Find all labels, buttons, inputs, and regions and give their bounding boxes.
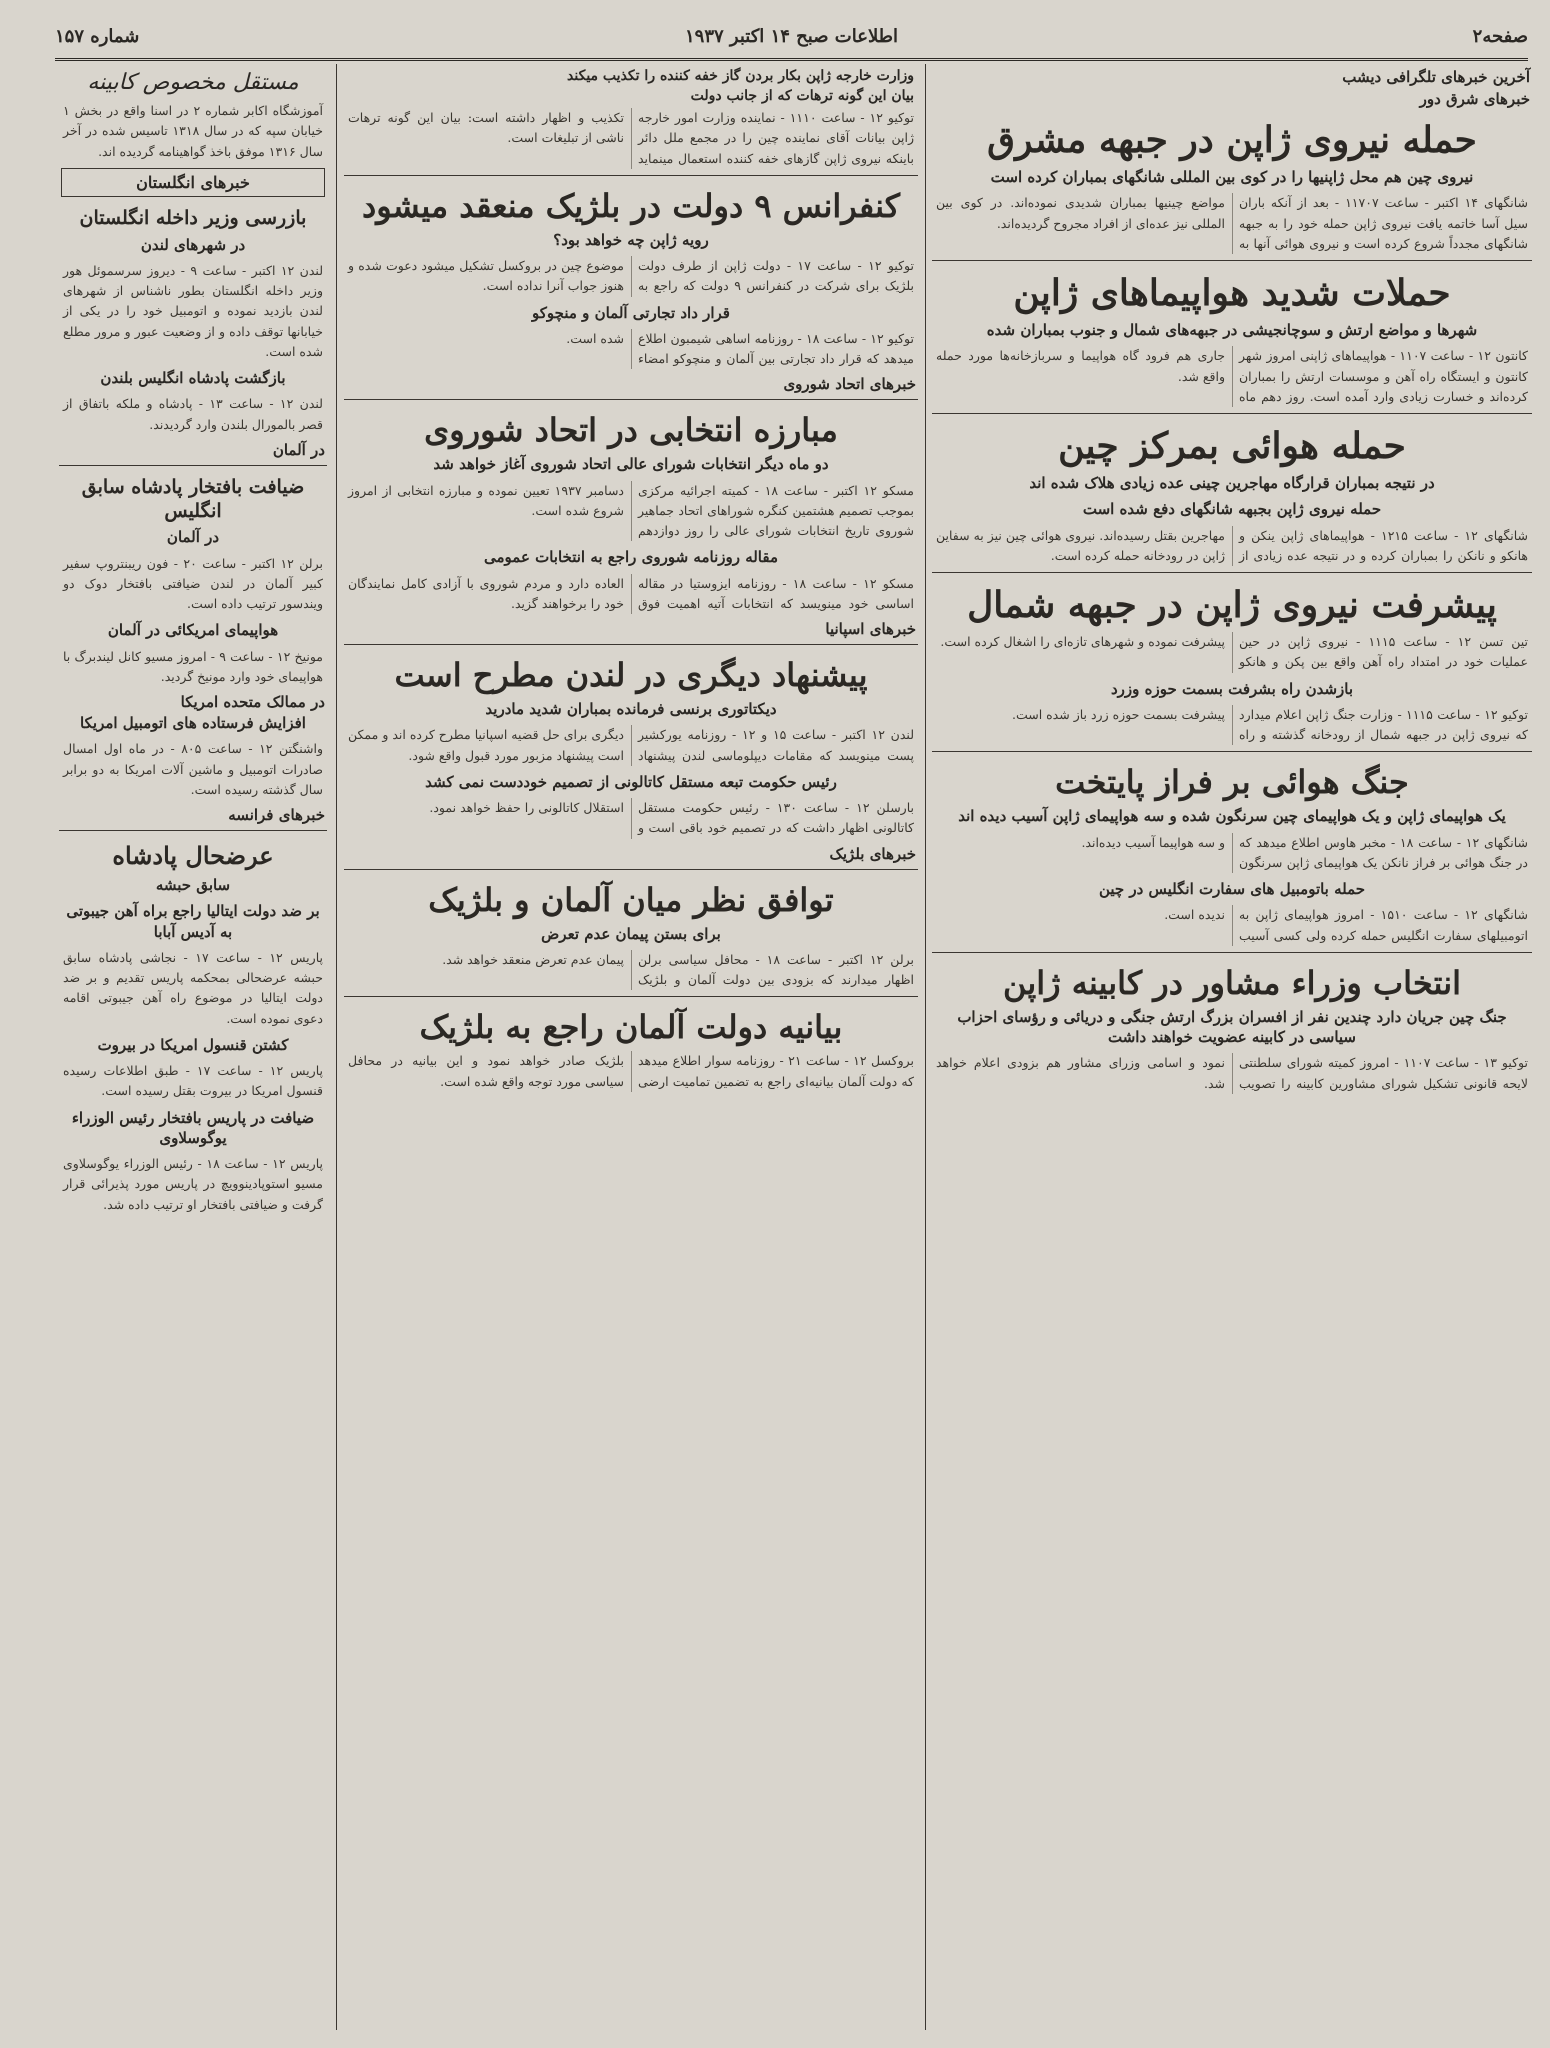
divider	[59, 465, 327, 466]
article-body: مسکو ۱۲ - ساعت ۱۸ - روزنامه ایزوستیا در مقاله اساسی خود مینویسد که انتخابات آتیه اهمیت فوق العاده دارد و مردم شوروی با آزادی کامل نمایندگان خود را برخواهند گزید.	[348, 575, 914, 611]
divider	[344, 399, 918, 400]
column-left	[55, 64, 331, 2030]
article-body: برلن ۱۲ اکتبر - ساعت ۲۰ - فون ریبنتروپ سفیر کبیر آلمان در لندن ضیافتی بافتخار دوک دو ویندسور ترتیب داده است.	[63, 555, 323, 611]
divider	[932, 572, 1532, 573]
subheadline: بر ضد دولت ایتالیا راجع براه آهن جیبوتی به آدیس آبابا	[66, 902, 320, 941]
subheadline: حمله باتومبیل های سفارت انگلیس در چین	[1098, 880, 1366, 898]
page-label: صفحه۲	[1472, 26, 1528, 47]
headline: توافق نظر میان آلمان و بلژیک	[428, 880, 834, 919]
section-title: خبرهای فرانسه	[228, 806, 325, 824]
article-body: توکیو ۱۲ - ساعت ۱۷ - دولت ژاپن از طرف دولت بلژیک برای شرکت در کنفرانس ۹ دولت که راجع به موضوع چین در بروکسل تشکیل میشود دعوت شده و هنوز جواب آنرا نداده است.	[348, 258, 914, 294]
subheadline: قرار داد تجارتی آلمان و منچوکو	[532, 303, 730, 322]
article-body: بارسلن ۱۲ - ساعت ۱۳۰ - رئیس حکومت مستقل کاتالونی اظهار داشت که در تصمیم خود باقی است و استقلال کاتالونی را حفظ خواهد نمود.	[429, 800, 914, 836]
divider	[932, 413, 1532, 414]
divider	[344, 644, 918, 645]
headline: مبارزه انتخابی در اتحاد شوروی	[424, 411, 838, 450]
column-right	[928, 64, 1536, 2030]
headline: حملات شدید هواپیماهای ژاپن	[1013, 272, 1451, 314]
article-body: واشنگتن ۱۲ - ساعت ۸۰۵ - در ماه اول امسال صادرات اتومبیل و ماشین آلات امریکا به دو برابر سال گذشته رسیده است.	[63, 741, 323, 797]
subheadline: بازگشت پادشاه انگلیس بلندن	[100, 369, 286, 387]
subheadline: یک هواپیمای ژاپن و یک هواپیمای چین سرنگون شده و سه هواپیمای ژاپن آسیب دیده اند	[958, 807, 1506, 826]
subheadline: کشتن قنسول امریکا در بیروت	[97, 1035, 289, 1054]
section-title: خبرهای بلژیک	[829, 844, 916, 863]
headline: کنفرانس ۹ دولت در بلژیک منعقد میشود	[362, 186, 900, 225]
headline: بیانیه دولت آلمان راجع به بلژیک	[419, 1008, 843, 1047]
subheadline: هواپیمای امریکائی در آلمان	[107, 621, 279, 640]
article-body: پاریس ۱۲ - ساعت ۱۷ - نجاشی پادشاه سابق حبشه عرضحالی بمحکمه پاریس تقدیم و بر ضد دولت ایتالیا در موضوع راه آهن جیبوتی اقامه دعوی نموده است.	[63, 949, 323, 1026]
article-body: برلن ۱۲ اکتبر - ساعت ۱۸ - محافل سیاسی برلن اظهار میدارند که بزودی بین دولت آلمان و بلژیک پیمان عدم تعرض منعقد خواهد شد.	[442, 951, 915, 987]
headline: عرضحال پادشاه	[112, 841, 274, 870]
subheadline: رویه ژاپن چه خواهد بود؟	[553, 230, 709, 249]
headline: حمله هوائی بمرکز چین	[1058, 425, 1406, 467]
article-body: شانگهای ۱۴ اکتبر - ساعت ۱۱۷۰۷ - بعد از آنکه باران سیل آسا خاتمه یافت نیروی ژاپن حمله خود را به جبهه شانگهای مجدداً شروع کرده است و نیروی هوائی آنها به مواضع چینیها بمباران شدیدی نموده‌اند. در کوی بین المللی نیز عده‌ای از افراد مجروح گردیده‌اند.	[936, 195, 1528, 251]
kicker: آخرین خبرهای تلگرافی دیشب	[1342, 68, 1530, 86]
headline: پیشنهاد دیگری در لندن مطرح است	[394, 656, 868, 694]
headline: ضیافت بافتخار پادشاه سابق انگلیس	[81, 475, 305, 522]
article-body: مونیخ ۱۲ - ساعت ۹ - امروز مسیو کانل لیندبرگ با هواپیمای خود وارد مونیخ گردید.	[63, 648, 323, 684]
article-body: شانگهای ۱۲ - ساعت ۱۸ - مخبر هاوس اطلاع میدهد که در جنگ هوائی بر فراز نانکن یک هواپیمای ژاپن سرنگون و سه هواپیما آسیب دیده‌اند.	[1081, 834, 1528, 870]
divider	[344, 175, 918, 176]
subheadline: مقاله روزنامه شوروی راجع به انتخابات عمومی	[483, 548, 779, 567]
column-middle	[340, 64, 922, 2030]
section-title: خبرهای شرق دور	[1419, 90, 1530, 108]
section-title: خبرهای اسپانیا	[825, 620, 916, 638]
article-body: توکیو ۱۳ - ساعت ۱۱۰۷ - امروز کمیته شورای سلطنتی لایحه قانونی تشکیل شورای مشاورین کابینه را تصویب نمود و اسامی وزرای مشاور هم بزودی اعلام خواهد شد.	[936, 1055, 1528, 1091]
subheadline: در نتیجه بمباران قرارگاه مهاجرین چینی عده زیادی هلاک شده اند	[1029, 474, 1435, 492]
subheadline: در شهرهای لندن	[140, 235, 246, 254]
article-body: لندن ۱۲ اکتبر - ساعت ۹ - دیروز سرسموئل هور وزیر داخله انگلستان بطور ناشناس از شهرهای لندن بازدید نموده و اتومبیل خود را در یکی از خیابانها توقف داده و از وضعیت عبور و مرور مطلع شده است.	[63, 262, 324, 359]
article-body: توکیو ۱۲ - ساعت ۱۱۱۰ - نماینده وزارت امور خارجه ژاپن بیانات آقای نماینده چین را در مجمع ملل دائر باینکه نیروی ژاپن گازهای خفه کننده استعمال مینماید تکذیب و اظهار داشته است: بیان این گونه ترهات ناشی از تبلیغات است.	[348, 110, 914, 166]
section-title: در ممالک متحده امریکا	[180, 693, 325, 711]
divider	[59, 830, 327, 831]
subheadline: رئیس حکومت تبعه مستقل کاتالونی از تصمیم خوددست نمی کشد	[425, 772, 837, 791]
article-body: شانگهای ۱۲ - ساعت ۱۵۱۰ - امروز هواپیمای ژاپن به اتومبیلهای سفارت انگلیس حمله کرده ولی کسی آسیب ندیده است.	[1164, 907, 1528, 943]
headline: انتخاب وزراء مشاور در کابینه ژاپن	[1003, 963, 1461, 1002]
issue-number: شماره ۱۵۷	[55, 26, 140, 47]
subheadline: در آلمان	[166, 528, 220, 547]
headline: جنگ هوائی بر فراز پایتخت	[1055, 763, 1409, 802]
subheadline: نیروی چین هم محل ژاپنیها را در کوی بین المللی شانگهای بمباران کرده است	[990, 168, 1474, 186]
divider	[932, 751, 1532, 752]
subheadline: بازشدن راه بشرفت بسمت حوزه وزرد	[1110, 679, 1354, 698]
paper-date: اطلاعات صبح ۱۴ اکتبر ۱۹۳۷	[684, 26, 899, 47]
section-title: در آلمان	[272, 440, 325, 459]
divider	[932, 260, 1532, 261]
article-body: بروکسل ۱۲ - ساعت ۲۱ - روزنامه سوار اطلاع میدهد که دولت آلمان بیانیه‌ای راجع به تضمین تمامیت ارضی بلژیک صادر خواهد نمود و این بیانیه در محافل سیاسی مورد توجه واقع شده است.	[348, 1053, 914, 1089]
article-body: آموزشگاه اکابر شماره ۲ در اسنا واقع در بخش ۱ خیابان سپه که در سال ۱۳۱۸ تاسیس شده در آخر سال ۱۳۱۶ موفق باخذ گواهینامه گردیده اند.	[63, 103, 323, 159]
article-body: پاریس ۱۲ - ساعت ۱۸ - رئیس الوزراء یوگوسلاوی مسیو استوپادینوویچ در پاریس مورد پذیرائی قرار گرفت و ضیافتی بافتخار او ترتیب داده شد.	[63, 1156, 323, 1212]
divider	[932, 952, 1532, 953]
article-body: توکیو ۱۲ - ساعت ۱۱۱۵ - وزارت جنگ ژاپن اعلام میدارد که نیروی ژاپن در جبهه شمال از رودخانه گذشته و راه پیشرفت بسمت حوزه زرد باز شده است.	[1011, 706, 1528, 742]
column-masthead: مستقل مخصوص کابینه	[87, 70, 299, 95]
subheadline: ضیافت در پاریس بافتخار رئیس الوزراء یوگوسلاوی	[71, 1108, 315, 1147]
subheadline: دو ماه دیگر انتخابات شورای عالی اتحاد شوروی آغاز خواهد شد	[433, 455, 829, 474]
article-body: توکیو ۱۲ - ساعت ۱۸ - روزنامه اساهی شیمبون اطلاع میدهد که قرار داد تجارتی بین آلمان و منچوکو امضاء شده است.	[566, 330, 914, 366]
subheadline: بیان این گونه ترهات که از جانب دولت	[690, 88, 914, 104]
subheadline: سابق حبشه	[155, 876, 231, 894]
subheadline: حمله نیروی ژاپن بجبهه شانگهای دفع شده است	[1082, 500, 1382, 519]
subheadline: شهرها و مواضع ارتش و سوچانجیشی در جبهه‌های شمال و جنوب بمباران شده	[986, 321, 1478, 339]
page-header	[55, 22, 1528, 61]
article-body: شانگهای ۱۲ - ساعت ۱۲۱۵ - هواپیماهای ژاپن ینکن و هانکو و نانکن را بمباران کرده و در نتیجه عده زیادی از مهاجرین بقتل رسیده‌اند. نیروی هوائی چین نیز به سفاین ژاپن در رودخانه حمله کرده است.	[936, 527, 1528, 563]
article-body: لندن ۱۲ اکتبر - ساعت ۱۵ و ۱۲ - روزنامه یورکشیر پست مینویسد که مقامات دیپلوماسی لندن پیشنهاد دیگری برای حل قضیه اسپانیا مطرح کرده اند و ممکن است پیشنهاد مزبور مورد قبول واقع شود.	[348, 727, 915, 763]
subheadline: افزایش فرستاده های اتومبیل امریکا	[80, 714, 306, 732]
section-title: خبرهای انگلستان	[61, 168, 325, 197]
column-rule	[925, 64, 926, 2030]
subheadline: دیکتاتوری برنسی فرمانده بمباران شدید مادرید	[485, 700, 777, 718]
subheadline: وزارت خارجه ژاپن بکار بردن گاز خفه کننده را تکذیب میکند	[567, 68, 914, 84]
divider	[344, 996, 918, 997]
article-body: پاریس ۱۲ - ساعت ۱۷ - طبق اطلاعات رسیده قنسول امریکا در بیروت بقتل رسیده است.	[63, 1063, 323, 1099]
headline: حمله نیروی ژاپن در جبهه مشرق	[987, 119, 1477, 161]
headline: بازرسی وزیر داخله انگلستان	[79, 206, 307, 229]
divider	[344, 869, 918, 870]
section-title: خبرهای اتحاد شوروی	[783, 375, 916, 394]
subheadline: برای بستن پیمان عدم تعرض	[541, 924, 721, 943]
headline: پیشرفت نیروی ژاپن در جبهه شمال	[967, 584, 1497, 626]
article-body: تین تسن ۱۲ - ساعت ۱۱۱۵ - نیروی ژاپن در حین عملیات خود در امتداد راه آهن واقع بین پکن و هانکو پیشرفت نموده و شهرهای تازه‌ای را اشغال کرده است.	[940, 634, 1529, 670]
article-body: مسکو ۱۲ اکتبر - ساعت ۱۸ - کمیته اجرائیه مرکزی بموجب تصمیم هشتمین کنگره شوراهای اتحاد جماهیر شوروی تاریخ انتخابات شورای عالی را روز دوازدهم دسامبر ۱۹۳۷ تعیین نموده و مبارزه انتخابی از امروز شروع شده است.	[348, 482, 914, 538]
column-rule	[336, 64, 337, 2030]
subheadline: جنگ چین جریان دارد چندین نفر از افسران بزرگ ارتش جنگی و دریائی و رؤسای احزاب سیاسی در کابینه عضویت خواهند داشت	[957, 1007, 1507, 1046]
article-body: لندن ۱۲ - ساعت ۱۳ - پادشاه و ملکه باتفاق از قصر بالمورال بلندن وارد گردیدند.	[63, 396, 323, 432]
article-body: کانتون ۱۲ - ساعت ۱۱۰۷ - هواپیماهای ژاپنی امروز شهر کانتون و ایستگاه راه آهن و موسسات ارتش را بمباران کرده‌اند و خسارت زیادی وارد آمده است. روز دهم ماه جاری هم فرود گاه هواپیما و سربازخانه‌ها مورد حمله واقع شد.	[936, 348, 1528, 404]
